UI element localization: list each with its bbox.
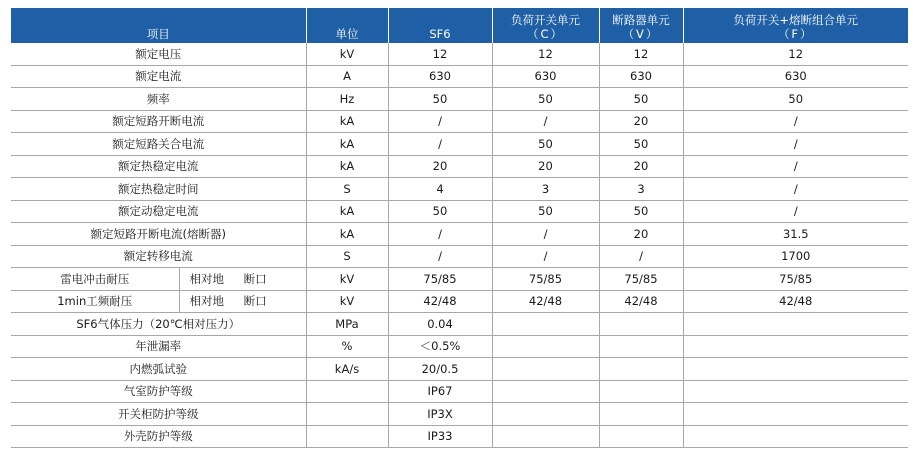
breaker-cell: 50 [599,200,683,223]
unit-cell: Hz [306,88,388,111]
item-cell: 额定短路关合电流 [11,133,306,156]
load-switch-cell: 630 [492,65,599,88]
unit-cell: MPa [306,313,388,336]
item-cell: 频率 [11,88,306,111]
unit-cell: kV [306,268,388,291]
empty-cell [683,425,908,448]
item-cell: 1min工频耐压 [11,290,179,313]
sub-item-cell: 相对地 断口 [179,290,306,313]
empty-cell [599,358,683,381]
unit-cell: S [306,178,388,201]
empty-cell [492,425,599,448]
item-cell: 额定热稳定时间 [11,178,306,201]
combo-cell: / [683,133,908,156]
combo-cell: 50 [683,88,908,111]
load-switch-cell: 50 [492,133,599,156]
table-row [11,403,908,426]
header-breaker: 断路器单元 （V） [599,8,683,43]
unit-cell: kA [306,223,388,246]
table-row [11,110,908,133]
empty-cell [492,313,599,336]
table-row [11,65,908,88]
sf6-cell: IP3X [388,403,492,426]
empty-cell [599,425,683,448]
empty-cell [599,313,683,336]
header-load-switch: 负荷开关单元 （C） [492,8,599,43]
empty-cell [683,335,908,358]
item-cell: SF6气体压力（20℃相对压力） [11,313,306,336]
sf6-cell: 4 [388,178,492,201]
item-cell: 额定短路开断电流(熔断器) [11,223,306,246]
table-row [11,335,908,358]
empty-cell [683,358,908,381]
breaker-cell: 630 [599,65,683,88]
unit-cell: % [306,335,388,358]
header-unit: 单位 [306,8,388,43]
breaker-cell: 50 [599,88,683,111]
header-combo: 负荷开关+熔断组合单元 （F） [683,8,908,43]
breaker-cell: 20 [599,110,683,133]
unit-cell: kV [306,290,388,313]
sf6-cell: 0.04 [388,313,492,336]
table-row [11,155,908,178]
load-switch-cell: 75/85 [492,268,599,291]
table-row [11,290,908,313]
breaker-cell: 12 [599,43,683,65]
header-sf6: SF6 [388,8,492,43]
empty-cell [492,358,599,381]
table-row [11,200,908,223]
breaker-cell: 3 [599,178,683,201]
table-row [11,43,908,65]
item-cell: 额定转移电流 [11,245,306,268]
unit-cell: S [306,245,388,268]
item-cell: 内燃弧试验 [11,358,306,381]
combo-cell: / [683,110,908,133]
item-cell: 外壳防护等级 [11,425,306,448]
load-switch-cell: / [492,223,599,246]
breaker-cell: 75/85 [599,268,683,291]
empty-cell [492,380,599,403]
combo-cell: 42/48 [683,290,908,313]
sf6-cell: 630 [388,65,492,88]
breaker-cell: 50 [599,133,683,156]
item-cell: 额定电流 [11,65,306,88]
combo-cell: / [683,178,908,201]
empty-cell [683,313,908,336]
sf6-cell: / [388,223,492,246]
load-switch-cell: 50 [492,88,599,111]
item-cell: 额定电压 [11,43,306,65]
unit-cell: kA [306,200,388,223]
sf6-cell: 42/48 [388,290,492,313]
table-row [11,245,908,268]
table-row [11,313,908,336]
sf6-cell: / [388,245,492,268]
combo-cell: 630 [683,65,908,88]
sf6-cell: 75/85 [388,268,492,291]
sf6-cell: 12 [388,43,492,65]
item-cell: 开关柜防护等级 [11,403,306,426]
table-row [11,358,908,381]
item-cell: 年泄漏率 [11,335,306,358]
load-switch-cell: 12 [492,43,599,65]
sf6-cell: 50 [388,200,492,223]
table-body [11,43,908,448]
sf6-cell: / [388,110,492,133]
empty-cell [492,335,599,358]
combo-cell: 31.5 [683,223,908,246]
sf6-cell: 50 [388,88,492,111]
empty-cell [683,380,908,403]
sf6-cell: 20 [388,155,492,178]
sf6-cell: ＜0.5% [388,335,492,358]
unit-cell: kA [306,110,388,133]
breaker-cell: / [599,245,683,268]
sub-item-cell: 相对地 断口 [179,268,306,291]
load-switch-cell: 42/48 [492,290,599,313]
unit-cell [306,425,388,448]
unit-cell [306,380,388,403]
item-cell: 额定动稳定电流 [11,200,306,223]
load-switch-cell: 20 [492,155,599,178]
unit-cell: A [306,65,388,88]
empty-cell [599,380,683,403]
unit-cell [306,403,388,426]
combo-cell: / [683,200,908,223]
empty-cell [599,403,683,426]
empty-cell [683,403,908,426]
unit-cell: kA/s [306,358,388,381]
item-cell: 额定短路开断电流 [11,110,306,133]
table-row [11,133,908,156]
combo-cell: / [683,155,908,178]
load-switch-cell: / [492,245,599,268]
table-row [11,88,908,111]
combo-cell: 1700 [683,245,908,268]
header-item: 项目 [11,8,306,43]
unit-cell: kV [306,43,388,65]
load-switch-cell: / [492,110,599,133]
unit-cell: kA [306,155,388,178]
sf6-cell: IP33 [388,425,492,448]
sf6-cell: / [388,133,492,156]
load-switch-cell: 3 [492,178,599,201]
combo-cell: 75/85 [683,268,908,291]
item-cell: 额定热稳定电流 [11,155,306,178]
table-row [11,425,908,448]
item-cell: 雷电冲击耐压 [11,268,179,291]
table-row [11,223,908,246]
empty-cell [492,403,599,426]
sf6-cell: 20/0.5 [388,358,492,381]
load-switch-cell: 50 [492,200,599,223]
empty-cell [599,335,683,358]
table-row [11,178,908,201]
spec-table [11,8,908,448]
combo-cell: 12 [683,43,908,65]
item-cell: 气室防护等级 [11,380,306,403]
sf6-cell: IP67 [388,380,492,403]
breaker-cell: 20 [599,155,683,178]
table-row [11,380,908,403]
breaker-cell: 20 [599,223,683,246]
header-row [11,8,908,43]
breaker-cell: 42/48 [599,290,683,313]
unit-cell: kA [306,133,388,156]
table-row [11,268,908,291]
